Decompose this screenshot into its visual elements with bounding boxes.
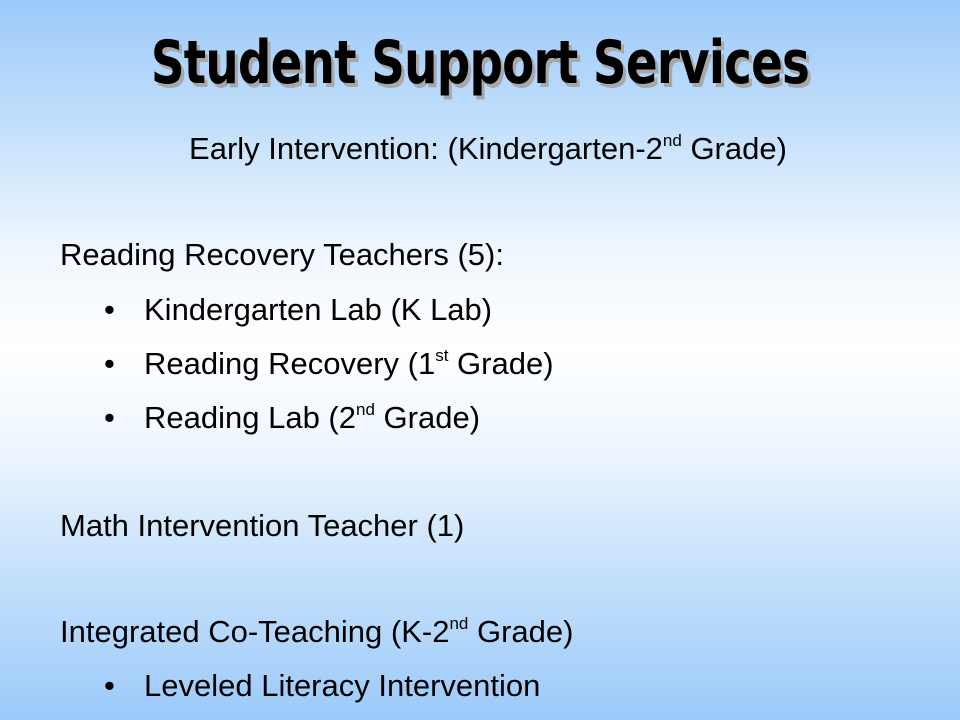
bullet-text: Reading Lab (2: [144, 400, 356, 435]
bullet-item-reading-lab: [104, 399, 480, 436]
bullet-icon: •: [104, 400, 115, 435]
bullet-tail: Grade): [448, 346, 554, 381]
slide-title: Student Support Services: [150, 28, 810, 98]
subtitle-superscript: nd: [662, 131, 682, 150]
bullet-icon: •: [104, 292, 115, 327]
subtitle-text: Early Intervention: (Kindergarten-2: [189, 131, 663, 166]
bullet-text: Kindergarten Lab (K Lab): [144, 292, 493, 327]
bullet-superscript: nd: [356, 400, 375, 419]
bullet-item-kindergarten-lab: [104, 291, 492, 328]
bullet-icon: •: [104, 668, 115, 703]
subtitle-tail: Grade): [681, 131, 787, 166]
math-intervention-heading: Math Intervention Teacher (1): [60, 508, 465, 543]
bullet-item-leveled-literacy: [104, 667, 540, 704]
subtitle: [0, 130, 960, 167]
co-teaching-heading-tail: Grade): [468, 614, 574, 649]
bullet-item-reading-recovery: [104, 345, 554, 382]
bullet-icon: •: [104, 346, 115, 381]
co-teaching-heading: [60, 613, 573, 650]
co-teaching-superscript: nd: [449, 614, 469, 633]
bullet-text: Reading Recovery (1: [144, 346, 436, 381]
reading-recovery-heading: Reading Recovery Teachers (5):: [60, 237, 504, 272]
bullet-text: Leveled Literacy Intervention: [144, 668, 541, 703]
co-teaching-heading-text: Integrated Co-Teaching (K-2: [60, 614, 450, 649]
bullet-tail: Grade): [374, 400, 481, 435]
bullet-superscript: st: [435, 346, 449, 365]
